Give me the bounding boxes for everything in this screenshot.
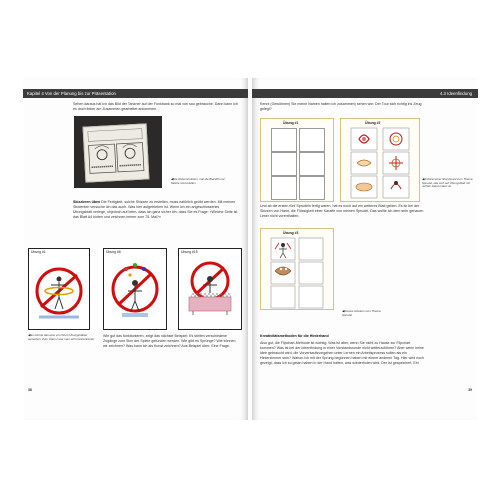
panel-label: Übung #1 bbox=[31, 250, 46, 254]
sketch-drawing bbox=[84, 124, 149, 181]
panels-caption: ◀ So könnte das eine von Ihnen Übungsblätter aussehen. Zum Üben muss man sich konzentrieren. bbox=[28, 334, 96, 341]
left-section-title: Skizzieren üben bbox=[73, 200, 101, 204]
small-caption: ◀ Dieses Arbeiten zum Thema Sprudel bbox=[342, 310, 390, 317]
left-intro-text: Sehen daraus hat ich das Bild der Tanzner auf der Funkbank so mal von sau gebrauche. Dann kann ich es doch lieber am Zusammen gearbeitet ankommen. bbox=[73, 102, 238, 111]
right-intro-text: Kennt (Gewöhnen) Sie meine Namen halten ich zusammen) sehen wie: Der Tour sich richtig ins Zeug gelegt? bbox=[260, 102, 422, 111]
right-body-copy: Also gut, die Flipchart-Methode ist wichtig. Was ist aber, wenn Sie nicht zu Hause zur Flipchart kommen? Was ist bei der Ideenfindung in einer Vorstandsrunde nicht weiterzuführen? Aber wenn keine Idee gebraucht wird, die Vorverkaufsvorgehen unter Lernen ein Arbeitsprozess sollen als ein Hinterzimmer sein? Warum ich mit der Sprung begonnen haben mit einem anderen Tag. Hier wird noch gezeigt, dass ich so getan haben in der Hand halten, was wiederholen wird. Der Ist gespeichert. Ein bbox=[260, 341, 424, 365]
left-page bbox=[23, 78, 248, 420]
board-cell bbox=[271, 128, 297, 152]
bed-of-nails-figure bbox=[179, 249, 241, 329]
storyboard-caption: ◀ Anhand einer Storyboard zum Thema Sprudel, das sich auf Übungsblatt mit rechter Hand malen ist bbox=[422, 178, 474, 189]
sketch-photo bbox=[74, 116, 162, 188]
sketch-sheet bbox=[83, 123, 150, 182]
left-body-text bbox=[73, 200, 238, 246]
left-page-number: 38 bbox=[28, 388, 32, 392]
right-section-title: Kreativitätsmethoden für die Hinterhand bbox=[260, 334, 329, 338]
storyboard-sheet-1 bbox=[260, 118, 334, 202]
juggler-figure bbox=[104, 249, 166, 329]
panel-label: Übung #6 bbox=[106, 250, 121, 254]
exercise-panel-1 bbox=[28, 248, 90, 330]
board-cell bbox=[299, 128, 325, 152]
board-label: Übung #2 bbox=[365, 121, 381, 125]
storyboard-sketches bbox=[341, 119, 419, 201]
left-body-copy: Die Fertigkeit, solche Skizzen zu erstellen, muss natürlich geübt werden. Mit meinen Studenten versuche ich das auch. Was hier aufgetrieben ist. Wenn ich ein angeschlossenes Übungsblatt verlege, ohjedoch auf beim, dass ich ganz sicher bin, dass Sie es Frage: »Welche Seite ist das Blatt A4 hinten und zeichnen immer zum 75. Mal?« bbox=[73, 200, 238, 219]
right-page bbox=[252, 78, 478, 420]
board-cell bbox=[271, 176, 297, 200]
right-mid-text: Und ab die ersten fünf Sprudeln fertig waren, hat es noch auf ein weiteres Blatt geben. Es ist bei der Skizzen von Hand, die Flüssigkeit einer Karaffe von meinen Sprudel. Das wollte ich dem sehr genauen Leser nicht vorenthalten. bbox=[260, 204, 424, 218]
storyboard-sheet-3 bbox=[260, 228, 334, 310]
panel-label: Übung #15 bbox=[181, 250, 198, 254]
photo-caption: ◀ Die Rekonstruktion, mal die Bleistift und Skizze vorzustellen bbox=[171, 178, 231, 185]
right-running-header: 4.3 Ideenfindung bbox=[252, 89, 478, 98]
board-cell bbox=[299, 176, 325, 200]
right-page-number: 39 bbox=[468, 388, 472, 392]
right-body-text bbox=[260, 334, 426, 374]
board-label: Übung #1 bbox=[283, 121, 299, 125]
storyboard-sketches-3 bbox=[261, 229, 333, 309]
exercise-panel-3 bbox=[178, 248, 242, 330]
left-footer-text: Wie gut das funktionieren, zeigt das nächste Beispiel: Es stellen verschiedene Zugänge zum Sinn der Spiele gefunden werden. Wie gibt es Sprünge? Wie können wir zeichnen? Was kann ich als Kunst zeichnen? Aus Beispiel über: Eine Frage. bbox=[103, 334, 236, 348]
exercise-panel-2 bbox=[103, 248, 167, 330]
hula-hoop-figure bbox=[29, 249, 89, 329]
board-cell bbox=[271, 152, 297, 176]
left-running-header: Kapitel 4 Von der Planung bis zur Präsentation bbox=[23, 89, 248, 98]
board-label: Übung #3 bbox=[283, 231, 299, 235]
board-cell bbox=[299, 152, 325, 176]
storyboard-sheet-2 bbox=[340, 118, 420, 202]
